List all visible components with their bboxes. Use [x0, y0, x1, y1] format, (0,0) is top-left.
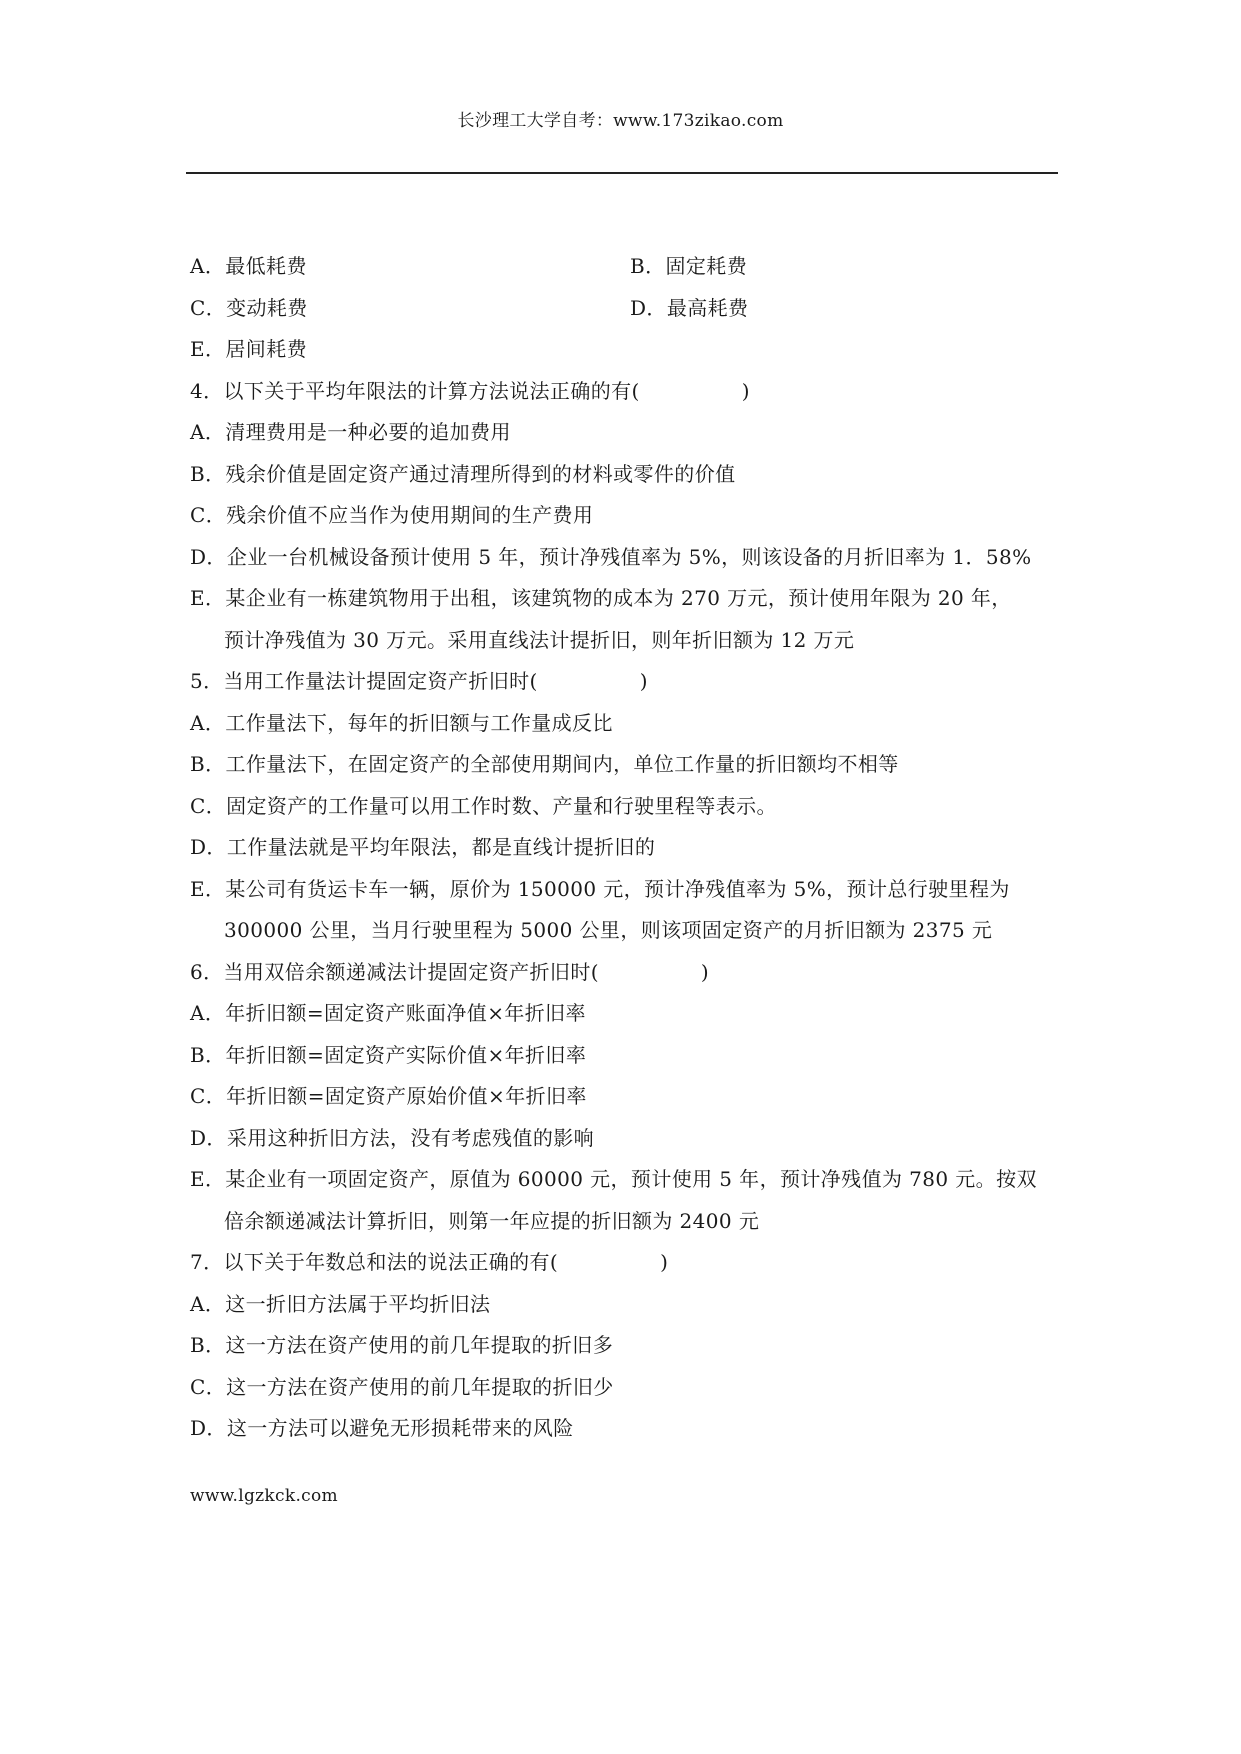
header-divider: [186, 172, 1058, 174]
q5-option-a: A．工作量法下，每年的折旧额与工作量成反比: [190, 710, 613, 735]
q6-option-e: E．某企业有一项固定资产，原值为 60000 元，预计使用 5 年，预计净残值为 780 元。按双: [190, 1167, 1037, 1191]
q4-option-a: A．清理费用是一种必要的追加费用: [190, 420, 511, 444]
q5-option-e-continued: 300000 公里，当月行驶里程为 5000 公里，则该项固定资产的月折旧额为 2375 元: [224, 918, 993, 942]
q4-option-e: E．某企业有一栋建筑物用于出租，该建筑物的成本为 270 万元，预计使用年限为 20 年，: [190, 586, 1012, 610]
q5-option-e: E．某公司有货运卡车一辆，原价为 150000 元，预计净残值率为 5%，预计总行驶里程为: [190, 876, 1010, 901]
q7-option-a: A．这一折旧方法属于平均折旧法: [190, 1291, 491, 1316]
option-b: B．固定耗费: [630, 254, 748, 278]
option-row: [190, 246, 1070, 288]
q7-option-d: D．这一方法可以避免无形损耗带来的风险: [190, 1416, 574, 1440]
q4-option-b: B．残余价值是固定资产通过清理所得到的材料或零件的价值: [190, 461, 736, 486]
document-body: [190, 246, 1070, 1450]
q4-option-d: D．企业一台机械设备预计使用 5 年，预计净残值率为 5%，则该设备的月折旧率为 1．58%: [190, 544, 1032, 569]
q6-option-a: A．年折旧额=固定资产账面净值×年折旧率: [190, 1001, 586, 1025]
q5-option-c: C．固定资产的工作量可以用工作时数、产量和行驶里程等表示。: [190, 793, 777, 818]
option-d: D．最高耗费: [630, 295, 749, 320]
option-e: E．居间耗费: [190, 337, 307, 361]
page-header: 长沙理工大学自考：www.173zikao.com: [457, 111, 784, 131]
question-4: 4．以下关于平均年限法的计算方法说法正确的有( ): [190, 378, 750, 403]
q6-option-d: D．采用这种折旧方法，没有考虑残值的影响: [190, 1125, 595, 1150]
option-c: C．变动耗费: [190, 295, 308, 320]
q6-option-b: B．年折旧额=固定资产实际价值×年折旧率: [190, 1042, 587, 1067]
q6-option-c: C．年折旧额=固定资产原始价值×年折旧率: [190, 1084, 587, 1108]
q7-option-b: B．这一方法在资产使用的前几年提取的折旧多: [190, 1333, 614, 1357]
question-6: 6．当用双倍余额递减法计提固定资产折旧时( ): [190, 959, 710, 984]
question-5: 5．当用工作量法计提固定资产折旧时( ): [190, 669, 648, 693]
option-row: [190, 288, 1070, 330]
q4-option-e-continued: 预计净残值为 30 万元。采用直线法计提折旧，则年折旧额为 12 万元: [224, 627, 855, 652]
q5-option-b: B．工作量法下，在固定资产的全部使用期间内，单位工作量的折旧额均不相等: [190, 752, 899, 776]
q4-option-c: C．残余价值不应当作为使用期间的生产费用: [190, 503, 594, 527]
q6-option-e-continued: 倍余额递减法计算折旧，则第一年应提的折旧额为 2400 元: [224, 1208, 760, 1233]
q7-option-c: C．这一方法在资产使用的前几年提取的折旧少: [190, 1374, 614, 1399]
option-a: A．最低耗费: [190, 254, 307, 278]
question-7: 7．以下关于年数总和法的说法正确的有( ): [190, 1250, 669, 1274]
page-footer: www.lgzkck.com: [190, 1486, 338, 1506]
q5-option-d: D．工作量法就是平均年限法，都是直线计提折旧的: [190, 835, 656, 859]
